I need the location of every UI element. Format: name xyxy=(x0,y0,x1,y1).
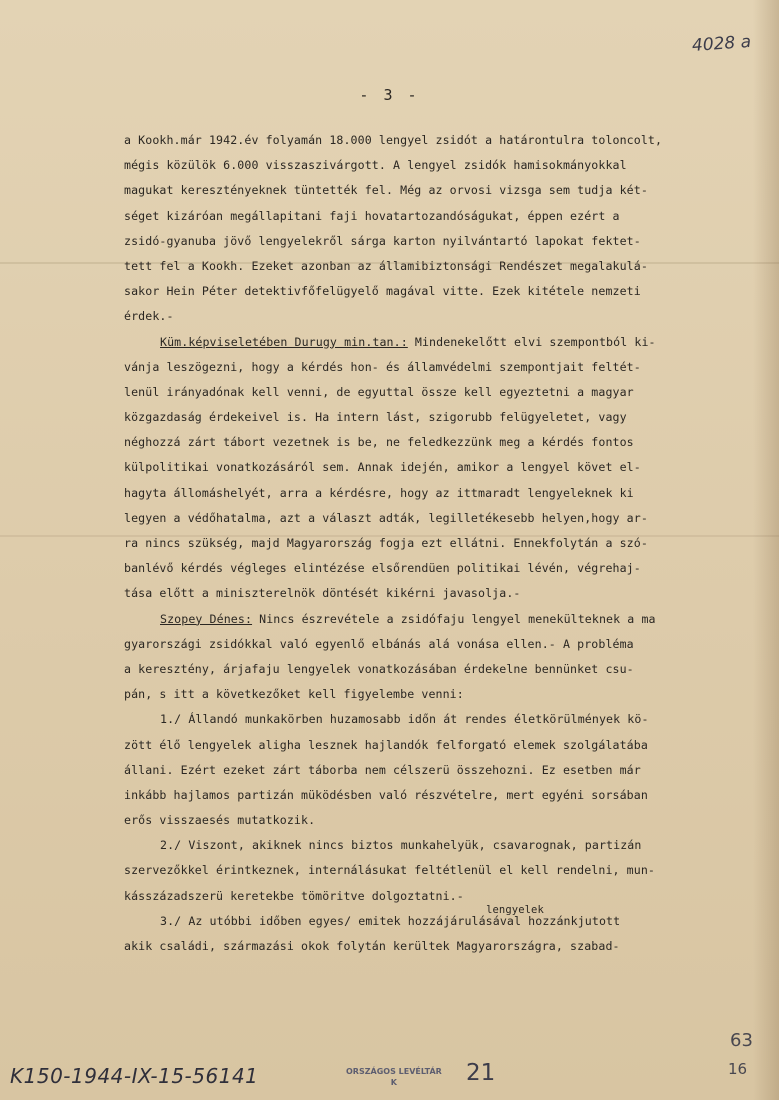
line-text: néghozzá zárt tábort vezetnek is be, ne feledkezzünk meg a kérdés fontos xyxy=(124,435,634,450)
text-line xyxy=(124,531,736,556)
text-line xyxy=(124,178,736,203)
line-text: séget kizáróan megállapitani faji hovatartozandóságukat, éppen ezért a xyxy=(124,208,620,223)
page-edge-shadow xyxy=(753,0,779,1100)
line-text: legyen a védőhatalma, azt a választ adták, legilletékesebb helyen,hogy ar- xyxy=(124,510,648,525)
stamped-page-number: 21 xyxy=(466,1060,496,1086)
correction-word: lengyelek xyxy=(486,903,544,916)
text-line xyxy=(124,330,736,355)
line-text: 1./ Állandó munkakörben huzamosabb időn át rendes életkörülmények kö- xyxy=(160,712,649,727)
line-text: pán, s itt a következőket kell figyelembe venni: xyxy=(124,687,464,702)
text-line xyxy=(124,355,736,380)
text-line xyxy=(124,858,736,883)
line-text: 2./ Viszont, akiknek nincs biztos munkahelyük, csavarognak, partizán xyxy=(160,838,642,853)
line-text: ra nincs szükség, majd Magyarország fogja ezt ellátni. Ennekfolytán a szó- xyxy=(124,536,648,550)
text-line xyxy=(124,657,736,682)
text-line xyxy=(124,903,736,934)
line-text: inkább hajlamos partizán müködésben való részvételre, mert egyéni sorsában xyxy=(124,787,648,802)
text-line xyxy=(124,380,736,405)
line-text: tása előtt a miniszterelnök döntését kikérni javasolja.- xyxy=(124,586,521,601)
text-line xyxy=(124,707,736,732)
handwritten-corner-number: 63 xyxy=(730,1030,753,1051)
text-line xyxy=(124,682,736,707)
text-line xyxy=(124,607,736,632)
line-text: a Kookh.már 1942.év folyamán 18.000 lengyel zsidót a határontulra toloncolt, xyxy=(124,133,663,147)
line-text: tett fel a Kookh. Ezeket azonban az államibiztonsági Rendészet megalakulá- xyxy=(124,258,648,273)
line-text: a keresztény, árjafaju lengyelek vonatkozásában érdekelne bennünket csu- xyxy=(124,661,634,676)
line-text: sakor Hein Péter detektivfőfelügyelő magával vitte. Ezek kitétele nemzeti xyxy=(124,284,641,299)
line-text: lenül irányadónak kell venni, de egyuttal össze kell egyeztetni a magyar xyxy=(124,384,634,399)
speaker-label: Küm.képviseletében Durugy min.tan.: xyxy=(160,334,408,349)
line-text: erős visszaesés mutatkozik. xyxy=(124,813,316,828)
text-line xyxy=(124,506,736,531)
handwritten-correction xyxy=(124,898,736,923)
line-text: zött élő lengyelek aligha lesznek hajlandók felforgató elemek szolgálatába xyxy=(124,737,648,752)
line-text: érdek.- xyxy=(124,309,174,324)
line-text: zsidó-gyanuba jövő lengyelekről sárga karton nyilvántartó lapokat fektet- xyxy=(124,233,641,248)
text-line xyxy=(124,758,736,783)
text-line xyxy=(124,455,736,480)
text-line xyxy=(124,481,736,506)
line-text: kásszázadszerü keretekbe tömöritve dolgoztatni.- xyxy=(124,888,464,903)
text-line xyxy=(124,153,736,178)
text-line xyxy=(124,279,736,304)
line-text: állani. Ezért ezeket zárt táborba nem célszerü összehozni. Ez esetben már xyxy=(124,762,641,777)
handwritten-archive-reference: K150-1944-IX-15-56141 xyxy=(10,1064,259,1088)
document-body xyxy=(124,128,736,959)
line-text: közgazdaság érdekeivel is. Ha intern lást, szigorubb felügyeletet, vagy xyxy=(124,410,627,425)
line-text: külpolitikai vonatkozásáról sem. Annak idején, amikor a lengyel követ el- xyxy=(124,460,641,475)
text-line xyxy=(124,632,736,657)
archive-stamp-title: ORSZÁGOS LEVÉLTÁR xyxy=(346,1067,442,1076)
page-number: - 3 - xyxy=(359,86,420,104)
text-line xyxy=(124,128,736,153)
text-line xyxy=(124,581,736,606)
text-line xyxy=(124,405,736,430)
text-line xyxy=(124,430,736,455)
text-line xyxy=(124,934,736,959)
text-line xyxy=(124,556,736,581)
archive-stamp-letter: K xyxy=(390,1078,397,1087)
text-line xyxy=(124,783,736,808)
handwritten-archive-number: 4028 a xyxy=(691,31,752,57)
line-text: 3./ Az utóbbi időben egyes/ emitek hozzájárulásával hozzánkjutott xyxy=(160,913,621,928)
line-text: Nincs észrevétele a zsidófaju lengyel menekülteknek a ma xyxy=(252,611,656,626)
text-line xyxy=(124,229,736,254)
text-line xyxy=(124,808,736,833)
line-text: vánja leszögezni, hogy a kérdés hon- és államvédelmi szempontjait feltét- xyxy=(124,359,641,374)
text-line xyxy=(124,254,736,279)
line-text: szervezőkkel érintkeznek, internálásukat feltétlenül el kell rendelni, mun- xyxy=(124,863,656,878)
speaker-label: Szopey Dénes: xyxy=(160,611,253,626)
line-text: banlévő kérdés végleges elintézése elsőrendüen politikai lévén, végrehaj- xyxy=(124,561,641,576)
line-text: akik családi, származási okok folytán kerültek Magyarországra, szabad- xyxy=(124,939,620,953)
line-text: magukat keresztényeknek tüntették fel. Még az orvosi vizsga sem tudja két- xyxy=(124,183,648,198)
text-line xyxy=(124,733,736,758)
handwritten-corner-number-secondary: 16 xyxy=(728,1060,748,1078)
line-text: hagyta állomáshelyét, arra a kérdésre, hogy az ittmaradt lengyeleknek ki xyxy=(124,485,634,500)
line-text: Mindenekelőtt elvi szempontból ki- xyxy=(407,334,656,349)
line-text: gyarországi zsidókkal való egyenlő elbánás alá vonása ellen.- A probléma xyxy=(124,636,634,651)
text-line xyxy=(124,304,736,329)
line-text: mégis közülök 6.000 visszaszivárgott. A lengyel zsidók hamisokmányokkal xyxy=(124,158,627,173)
archive-stamp xyxy=(346,1066,442,1088)
text-line xyxy=(124,833,736,858)
text-line xyxy=(124,204,736,229)
